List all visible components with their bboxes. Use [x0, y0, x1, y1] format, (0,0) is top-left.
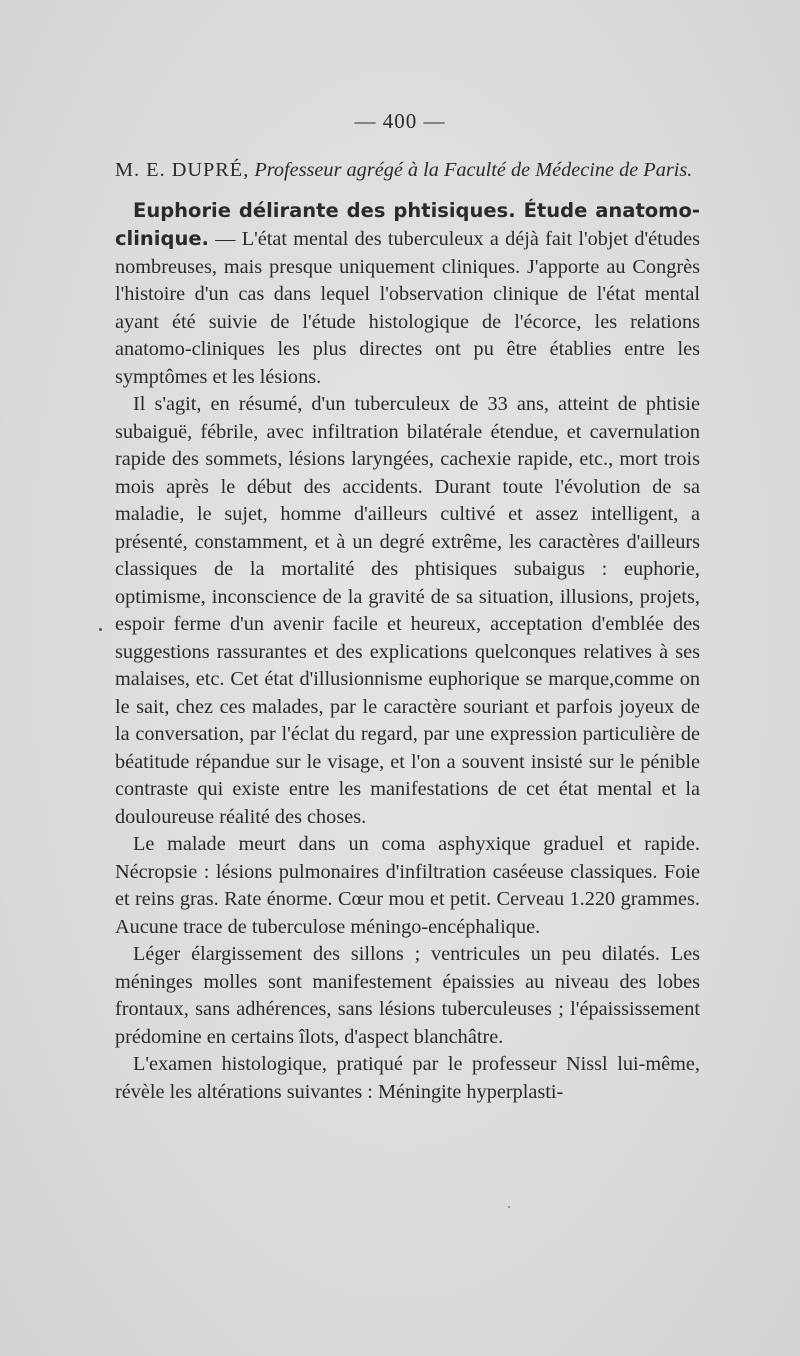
body-paragraph: Il s'agit, en résumé, d'un tuberculeux de 33 ans, atteint de phtisie subaiguë, fébrile, avec infiltration bilatérale étendue, et cavernulation rapide des sommets, lésions laryngées, cachexie rapide, etc., mort trois mois après le début des accidents. Durant toute l'évolution de sa maladie, le sujet, homme d'ailleurs cultivé et assez intelligent, a présenté, constamment, et à un degré extrême, les caractères d'ailleurs classiques de la mortalité des phtisiques subaigus : euphorie, optimisme, inconscience de la gravité de sa situation, illusions, projets, espoir ferme d'un avenir facile et heureux, acceptation d'emblée des suggestions rassurantes et des explications quelconques relatives à ses malaises, etc. Cet état d'illusionnisme euphorique se marque,comme on le sait, chez ces malades, par le caractère souriant et parfois joyeux de la conversation, par l'éclat du regard, par une expression particulière de béatitude répandue sur le visage, et l'on a souvent insisté sur le pénible contraste qui existe entre les manifestations de cet état mental et la douloureuse réalité des choses. — [115, 393, 700, 828]
paper-speck — [508, 1206, 510, 1208]
section-heading: Euphorie délirante des phtisiques. Étude anatomo-clinique. — [115, 198, 700, 250]
text-block — [115, 157, 700, 1106]
body-paragraph: L'examen histologique, pratiqué par le professeur Nissl lui-même, révèle les altérations suivantes : Méningite hyperplasti- — [115, 1053, 700, 1103]
margin-speck — [99, 628, 102, 631]
author-title: Professeur agrégé à la Faculté de Médecine de Paris. — [254, 159, 693, 181]
heading-intro-text: — L'état mental des tuberculeux a déjà fait l'objet d'études nombreuses, mais presque uniquement cliniques. J'apporte au Congrès l'histoire d'un cas dans lequel l'observation clinique de l'état mental ayant été suivie de l'étude histologique de l'écorce, les relations anatomo-cliniques les plus directes ont pu être établies entre les symptômes et les lésions. — [115, 228, 700, 388]
page-number: — 400 — — [354, 109, 446, 133]
body-paragraph: Léger élargissement des sillons ; ventricules un peu dilatés. Les méninges molles sont manifestement épaissies au niveau des lobes frontaux, sans adhérences, sans lésions tuberculeuses ; l'épaississement prédomine en certains îlots, d'aspect blanchâtre. — [115, 943, 700, 1048]
author-line — [115, 157, 700, 185]
heading-paragraph — [115, 197, 700, 392]
body-paragraph: Le malade meurt dans un coma asphyxique graduel et rapide. Nécropsie : lésions pulmonaires d'infiltration caséeuse classiques. Foie et reins gras. Rate énorme. Cœur mou et petit. Cerveau 1.220 grammes. Aucune trace de tuberculose méningo-encéphalique. — [115, 833, 700, 938]
author-name: M. E. DUPRÉ, — [115, 159, 250, 181]
